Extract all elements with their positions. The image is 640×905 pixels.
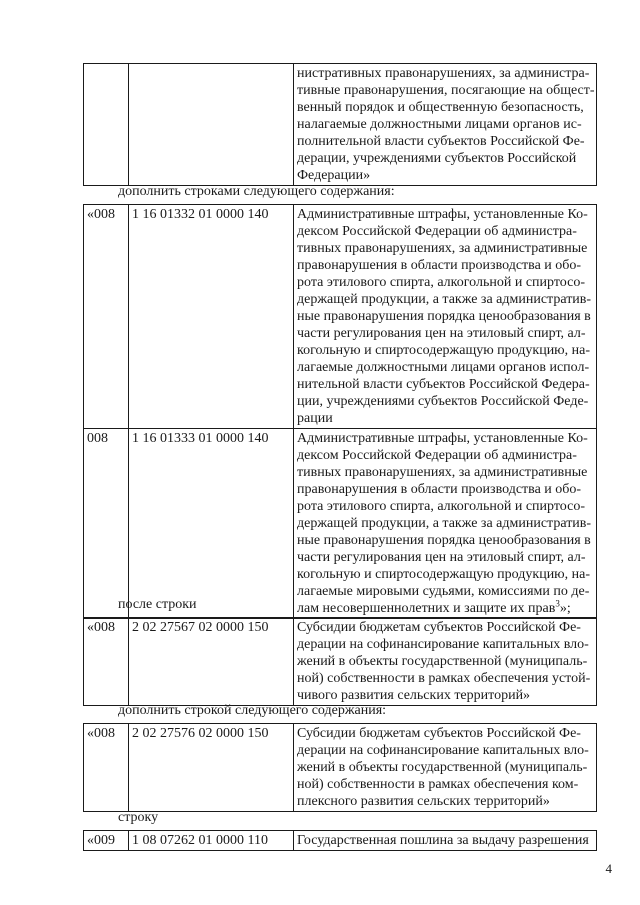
kbk-cell: 1 16 01332 01 0000 140: [129, 205, 294, 429]
text-line: рота этилового спирта, алкогольной и спиртосо-: [297, 499, 585, 514]
instruction-text: после строки: [118, 597, 197, 612]
text-line: правонарушения в области производства и обо-: [297, 258, 582, 273]
table-continuation: [83, 63, 597, 186]
closing-mark: »;: [559, 601, 571, 616]
text-line: части регулирования цен на этиловый спирт, ал-: [297, 326, 586, 341]
instruction-text: дополнить строкой следующего содержания:: [118, 703, 387, 718]
table-row: [84, 64, 597, 186]
text-line: тивных правонарушениях, за административные: [297, 465, 588, 480]
text-line: дексом Российской Федерации об администра-: [297, 448, 577, 463]
table-row: [84, 205, 597, 429]
text-line: части регулирования цен на этиловый спирт, ал-: [297, 550, 586, 565]
table-existing-row: [83, 617, 597, 706]
text-line: когольную и спиртосодержащую продукцию, на-: [297, 343, 591, 358]
text-line: жений в объекты государственной (муниципаль-: [297, 654, 588, 669]
text-line: держащей продукции, а также за административ-: [297, 292, 592, 307]
description-cell: [294, 831, 597, 851]
text-line: Федерации»: [297, 168, 371, 183]
text-line: рота этилового спирта, алкогольной и спиртосо-: [297, 275, 585, 290]
text-line: ции, учреждениями субъектов Российской Феде-: [297, 394, 589, 409]
text-line: рации: [297, 411, 333, 426]
text-line: Административные штрафы, установленные Ко-: [297, 431, 588, 446]
footnote-mark: 3: [555, 598, 560, 609]
text-line: Государственная пошлина за выдачу разрешения: [297, 833, 589, 848]
text-line: жений в объекты государственной (муниципаль-: [297, 760, 588, 775]
text-line: Административные штрафы, установленные Ко-: [297, 207, 588, 222]
text-line: Субсидии бюджетам субъектов Российской Фе-: [297, 726, 581, 741]
code-cell: [84, 64, 129, 186]
description-cell: [294, 64, 597, 186]
code-cell: «009: [84, 831, 129, 851]
text-line: держащей продукции, а также за административ-: [297, 516, 592, 531]
text-line: ные правонарушения порядка ценообразования в: [297, 309, 591, 324]
kbk-cell: [129, 64, 294, 186]
text-line: ные правонарушения порядка ценообразования в: [297, 533, 591, 548]
description-cell: [294, 429, 597, 619]
kbk-cell: 1 08 07262 01 0000 110: [129, 831, 294, 851]
description-cell: [294, 205, 597, 429]
text-line: плексного развития сельских территорий»: [297, 794, 550, 809]
kbk-cell: 1 16 01333 01 0000 140: [129, 429, 294, 619]
table-row: [84, 429, 597, 619]
table-next-row: [83, 830, 597, 851]
code-cell: «008: [84, 205, 129, 429]
text-line: чивого развития сельских территорий»: [297, 688, 531, 703]
kbk-cell: 2 02 27576 02 0000 150: [129, 724, 294, 812]
kbk-cell: 2 02 27567 02 0000 150: [129, 618, 294, 706]
text-line: дерации на софинансирование капитальных вло-: [297, 637, 589, 652]
text-fragment: лам несовершеннолетних и защите их прав: [297, 601, 556, 616]
description-cell: [294, 724, 597, 812]
text-line: Субсидии бюджетам субъектов Российской Фе-: [297, 620, 581, 635]
table-row: [84, 831, 597, 851]
instruction-text: строку: [118, 810, 159, 825]
text-line: лагаемые мировыми судьями, комиссиями по де-: [297, 584, 590, 599]
text-line: венный порядок и общественную безопасность,: [297, 100, 584, 115]
text-line: ной) собственности в рамках обеспечения ком-: [297, 777, 579, 792]
text-line: полнительной власти субъектов Российской Фе-: [297, 134, 585, 149]
description-cell: [294, 618, 597, 706]
code-cell: «008: [84, 724, 129, 812]
text-line: дерации, учреждениями субъектов Российской: [297, 151, 577, 166]
instruction-text: дополнить строками следующего содержания:: [118, 184, 395, 199]
table-row: [84, 618, 597, 706]
text-line: тивные правонарушения, посягающие на общест-: [297, 83, 595, 98]
text-line: тивных правонарушениях, за административные: [297, 241, 588, 256]
page-number: 4: [605, 861, 612, 876]
text-line: нительной власти субъектов Российской Федера-: [297, 377, 590, 392]
text-line: ной) собственности в рамках обеспечения устой-: [297, 671, 591, 686]
text-line: дерации на софинансирование капитальных вло-: [297, 743, 589, 758]
text-line: [297, 600, 593, 617]
text-line: дексом Российской Федерации об администра-: [297, 224, 577, 239]
code-cell: 008: [84, 429, 129, 619]
table-new-rows: [83, 204, 597, 619]
code-cell: «008: [84, 618, 129, 706]
text-line: лагаемые должностными лицами органов испол-: [297, 360, 590, 375]
text-line: правонарушения в области производства и обо-: [297, 482, 582, 497]
text-line: налагаемые должностными лицами органов ис-: [297, 117, 582, 132]
text-line: когольную и спиртосодержащую продукцию, на-: [297, 567, 591, 582]
table-row: [84, 724, 597, 812]
table-added-row: [83, 723, 597, 812]
text-line: нистративных правонарушениях, за администра-: [297, 66, 590, 81]
